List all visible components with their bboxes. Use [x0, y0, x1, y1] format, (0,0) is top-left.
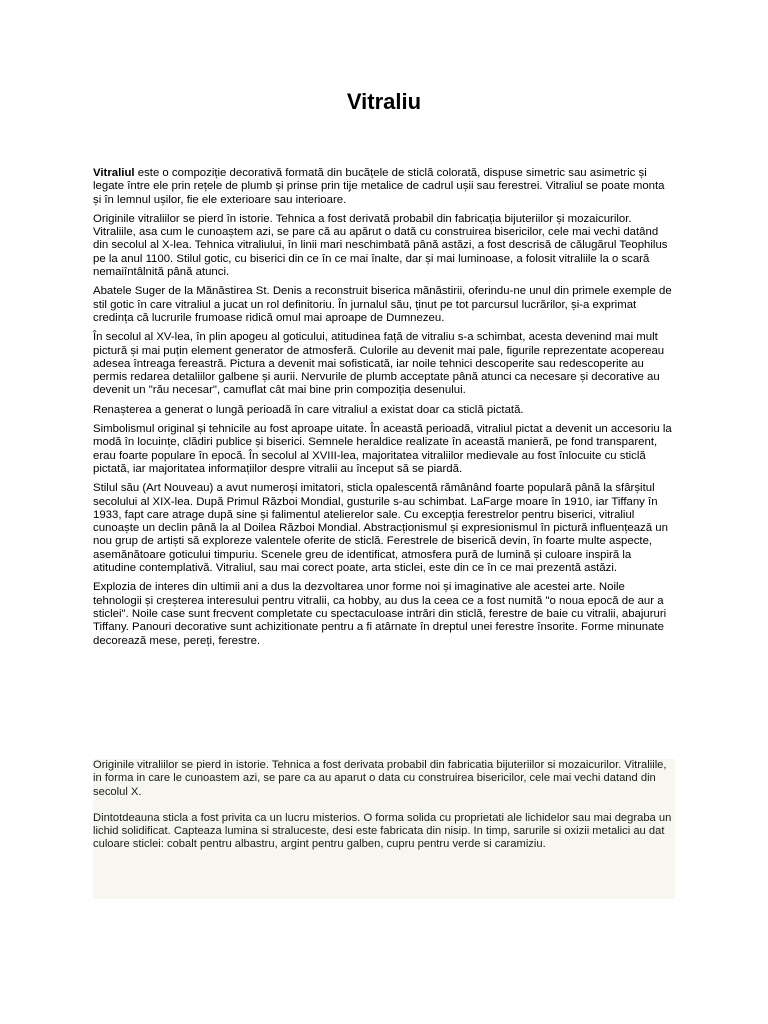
highlighted-note-box — [93, 759, 675, 899]
paragraph-suger: Abatele Suger de la Mănăstirea St. Denis a reconstruit biserica mănăstirii, oferindu-ne unul din primele exemple de stil gotic în care vitraliul a jucat un rol definitoriu. În jurnalul său, ținut pe tot parcursul lucrărilor, și-a exprimat credința că lucrurile frumoase ridică omul mai aproape de Dumnezeu. — [93, 285, 672, 324]
paragraph-art-nouveau: Stilul său (Art Nouveau) a avut numeroși imitatori, sticla opalescentă rămânând foarte populară până la sfârșitul secolului al XIX-lea. După Primul Război Mondial, gusturile s-au schimbat. LaFarge moare în 1910, iar Tiffany în 1933, fapt care atrage după sine și falimentul atelierelor sale. Cu excepția ferestrelor pentru biserici, vitraliul cunoaște un declin până la al Doilea Război Mondial. Abstracționismul și expresionismul în pictură influențează un nou grup de artiști să exploreze valentele oferite de sticlă. Ferestrele de biserică devin, în foarte multe aspecte, asemănătoare goticului timpuriu. Scenele greu de identificat, atmosfera pură de lumină și culoare inspiră la atitudine contemplativă. Vitraliul, sau mai corect poate, arta sticlei, este din ce în ce mai prezentă astăzi. — [93, 482, 668, 575]
paragraph-text: este o compoziție decorativă formată din bucățele de sticlă colorată, dispuse simetric sau asimetric și legate între ele prin rețele de plumb și prinse prin tije metalice de cadrul ușii sau ferestrei. Vitraliul se poate monta și în lemnul ușilor, fie ele exterioare sau interioare. — [93, 167, 665, 206]
note-paragraph-origins: Originile vitraliilor se pierd in istorie. Tehnica a fost derivata probabil din fabricatia bijuteriilor si mozaicurilor. Vitraliile, in forma in care le cunoastem azi, se pare ca au aparut o data cu construirea bisericilor, cele mai vechi datand din secolul X. — [93, 759, 667, 798]
paragraph-origins: Originile vitraliilor se pierd în istorie. Tehnica a fost derivată probabil din fabricația bijuteriilor și mozaicurilor. Vitraliile, asa cum le cunoaștem azi, se pare că au apărut o dată cu construirea bisericilor, cele mai vechi datând din secolul al X-lea. Tehnica vitraliului, în linii mari neschimbată până astăzi, a fost descrisă de călugărul Teophilus pe la anul 1100. Stilul gotic, cu biserici din ce în ce mai înalte, dar și mai luminoase, a folosit vitraliile la o scară nemaiîntâlnită până atunci. — [93, 212, 668, 279]
term-vitraliul: Vitraliul — [93, 167, 135, 179]
article-body — [93, 167, 675, 654]
paragraph-intro — [93, 167, 675, 207]
paragraph-symbolism: Simbolismul original și tehnicile au fost aproape uitate. În această perioadă, vitraliul pictat a devenit un accesoriu la modă în locuințe, clădiri publice și biserici. Semnele heraldice realizate în această manieră, pe fond transparent, erau foarte populare în epocă. În secolul al XVIII-lea, majoritatea vitraliilor medievale au fost înlocuite cu sticlă pictată, iar majoritatea informațiilor despre vitralii au început să se piardă. — [93, 423, 672, 475]
paragraph-15th-century: În secolul al XV-lea, în plin apogeu al goticului, atitudinea față de vitraliu s-a schimbat, acesta devenind mai mult pictură și mai puțin element generator de atmosferă. Culorile au devenit mai pale, figurile reprezentate acopereau adesea întreaga fereastră. Pictura a devenit mai sofisticată, iar noile tehnici descoperite sau redescoperite au permis redarea detaliilor galbene și aurii. Nervurile de plumb acceptate până atunci ca necesare și decorative au devenit un "rău necesar", camuflat cât mai bine prin compoziția desenului. — [93, 331, 665, 397]
paragraph-renaissance: Renașterea a generat o lungă perioadă în care vitraliul a existat doar ca sticlă pictată. — [93, 403, 524, 416]
document-title: Vitraliu — [346, 89, 422, 114]
note-paragraph-glass: Dintotdeauna sticla a fost privita ca un lucru misterios. O forma solida cu proprietati ale lichidelor sau mai degraba un lichid solidificat. Capteaza lumina si straluceste, desi este fabricata din nisip. In timp, sarurile si oxizii metalici au dat culoare sticlei: cobalt pentru albastru, argint pentru galben, cupru pentru verde si caramiziu. — [93, 811, 672, 851]
paragraph-modern-interest: Explozia de interes din ultimii ani a dus la dezvoltarea unor forme noi și imaginative ale acestei arte. Noile tehnologii și creșterea interesului pentru vitralii, ca hobby, au dus la ceea ce a fost numită "o noua epocă de aur a sticlei". Noile case sunt frecvent completate cu spectaculoase intrări din sticlă, ferestre de baie cu vitralii, abajururi Tiffany. Panouri decorative sunt achizitionate pentru a fi atârnate în dreptul unei ferestre însorite. Forme minunate decorează mese, pereți, ferestre. — [93, 581, 667, 647]
